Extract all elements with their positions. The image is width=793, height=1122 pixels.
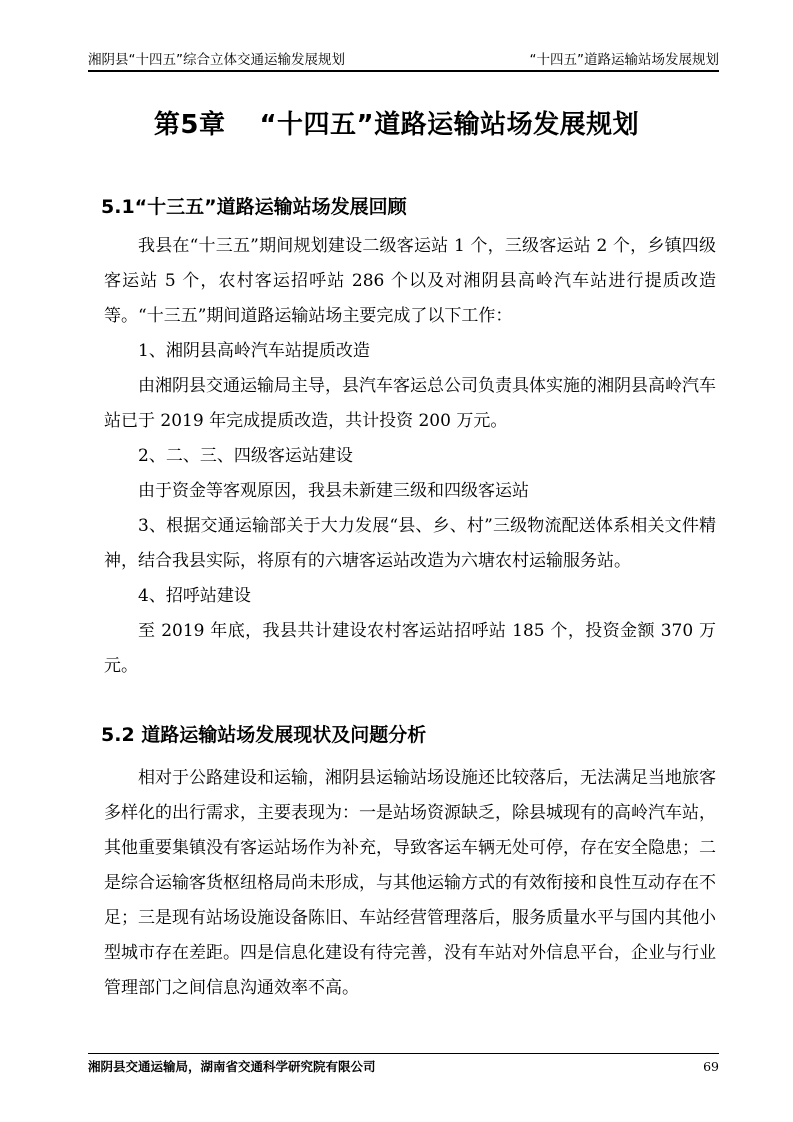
chapter-title-text: “十四五”道路运输站场发展规划 <box>259 110 640 140</box>
chapter-title <box>0 104 793 141</box>
header-divider <box>88 70 719 72</box>
list-item-heading: 2、二、三、四级客运站建设 <box>138 446 353 466</box>
paragraph: 相对于公路建设和运输，湘阴县运输站场设施还比较落后，无法满足当地旅客多样化的出行需求，主要表现为：一是站场资源缺乏，除县城现有的高岭汽车站，其他重要集镇没有客运站场作为补充，导致客运车辆无处可停，存在安全隐患；二是综合运输客货枢纽格局尚未形成，与其他运输方式的有效衔接和良性互动存在不足；三是现有站场设施设备陈旧、车站经营管理落后，服务质量水平与国内其他小型城市存在差距。四是信息化建设有待完善，没有车站对外信息平台，企业与行业管理部门之间信息沟通效率不高。 <box>104 768 716 998</box>
paragraph: 至 2019 年底，我县共计建设农村客运站招呼站 185 个，投资金额 370 万元。 <box>104 621 716 676</box>
section-heading-5-1: 5.1“十三五”道路运输站场发展回顾 <box>101 196 407 218</box>
running-footer <box>88 1057 719 1075</box>
paragraph: 我县在“十三五”期间规划建设二级客运站 1 个，三级客运站 2 个，乡镇四级客运站 5 个，农村客运招呼站 286 个以及对湘阴县高岭汽车站进行提质改造等。“十三五”期间道路运输站场主要完成了以下工作： <box>104 236 716 326</box>
list-item-heading: 4、招呼站建设 <box>138 586 251 606</box>
list-item-heading: 1、湘阴县高岭汽车站提质改造 <box>138 341 370 361</box>
section-body-5-1 <box>104 229 716 684</box>
paragraph: 由湘阴县交通运输局主导，县汽车客运总公司负责具体实施的湘阴县高岭汽车站已于 2019 年完成提质改造，共计投资 200 万元。 <box>104 376 716 431</box>
footer-divider <box>88 1053 719 1054</box>
paragraph: 由于资金等客观原因，我县未新建三级和四级客运站 <box>138 481 529 501</box>
section-body-5-2 <box>104 761 716 1006</box>
section-heading-5-2: 5.2 道路运输站场发展现状及问题分析 <box>101 724 427 746</box>
header-left-title: 湘阴县“十四五”综合立体交通运输发展规划 <box>88 52 345 68</box>
paragraph: 3、根据交通运输部关于大力发展“县、乡、村”三级物流配送体系相关文件精神，结合我县实际，将原有的六塘客运站改造为六塘农村运输服务站。 <box>104 516 716 571</box>
page-number: 69 <box>703 1058 719 1074</box>
running-header <box>88 46 719 68</box>
chapter-number: 第5章 <box>153 110 226 140</box>
header-right-title: “十四五”道路运输站场发展规划 <box>529 52 719 68</box>
footer-organization: 湘阴县交通运输局，湖南省交通科学研究院有限公司 <box>88 1059 376 1074</box>
